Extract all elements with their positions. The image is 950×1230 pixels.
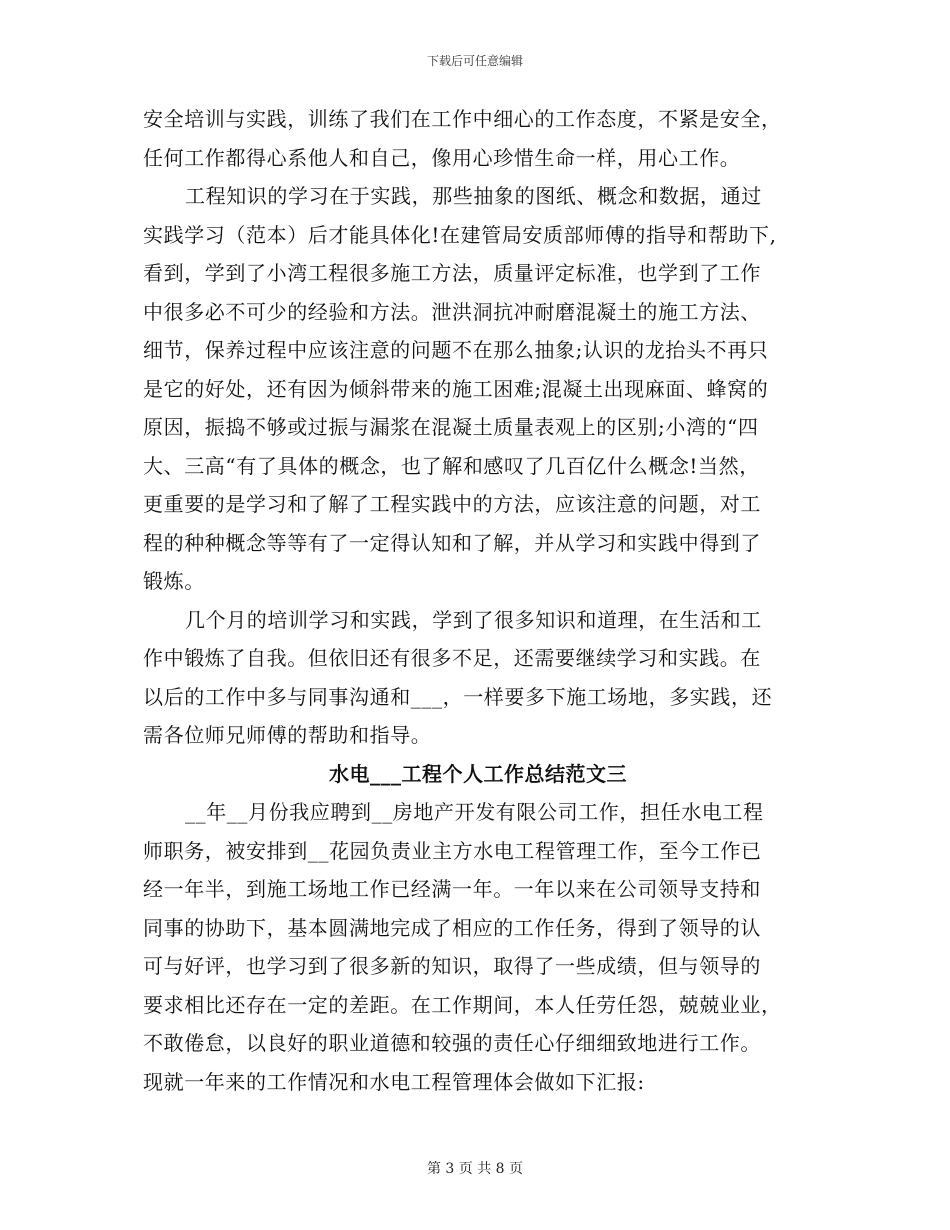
text-line: 经一年半，到施工场地工作已经满一年。一年以来在公司领导支持和 [143,877,761,901]
page-header: 下载后可任意编辑 [426,54,523,68]
page-footer: 第 3 页 共 8 页 [426,1161,524,1177]
text-line: 工程知识的学习在于实践，那些抽象的图纸、概念和数据，通过 [185,184,762,208]
text-line: 是它的好处，还有因为倾斜带来的施工困难;混凝土出现麻面、蜂窝的 [143,376,769,401]
text-line: 可与好评，也学习到了很多新的知识，取得了一些成绩，但与领导的 [143,954,761,978]
text-line: 看到，学到了小湾工程很多施工方法，质量评定标准，也学到了工作 [143,261,761,285]
text-line: 安全培训与实践，训练了我们在工作中细心的工作态度，不紧是安全， [143,107,782,131]
text-line: 更重要的是学习和了解了工程实践中的方法，应该注意的问题，对工 [143,492,761,516]
text-line: 锻炼。 [143,569,205,593]
text-line: 任何工作都得心系他人和自己，像用心珍惜生命一样，用心工作。 [143,145,741,170]
text-line: 同事的协助下，基本圆满地完成了相应的工作任务，得到了领导的认 [143,915,761,940]
text-line: 大、三高“有了具体的概念，也了解和感叹了几百亿什么概念!当然， [143,453,760,478]
text-line: 作中锻炼了自我。但依旧还有很多不足，还需要继续学习和实践。在 [143,646,761,670]
text-line: 细节，保养过程中应该注意的问题不在那么抽象;认识的龙抬头不再只 [143,338,769,362]
text-line: __年__月份我应聘到__房地产开发有限公司工作，担任水电工程 [185,800,764,824]
text-line: 以后的工作中多与同事沟通和___，一样要多下施工场地，多实践，还 [143,684,773,709]
text-line: 不敢倦怠，以良好的职业道德和较强的责任心仔细细致地进行工作。 [143,1031,761,1055]
document-body [143,100,813,1101]
section-heading: 水电___工程个人工作总结范文三 [329,761,627,786]
text-line: 原因，振捣不够或过振与漏浆在混凝土质量表观上的区别;小湾的“四 [143,415,759,439]
text-line: 要求相比还存在一定的差距。在工作期间，本人任劳任怨，兢兢业业， [143,992,782,1017]
text-line: 需各位师兄师傅的帮助和指导。 [143,723,432,747]
text-line: 实践学习（范本）后才能具体化!在建管局安质部师傅的指导和帮助下, [143,222,777,247]
text-line: 师职务，被安排到__花园负责业主方水电工程管理工作，至今工作已 [143,838,762,863]
text-line: 现就一年来的工作情况和水电工程管理体会做如下汇报: [143,1069,645,1094]
text-line: 程的种种概念等等有了一定得认知和了解，并从学习和实践中得到了 [143,530,761,555]
text-line: 几个月的培训学习和实践，学到了很多知识和道理，在生活和工 [185,607,762,632]
text-line: 中很多必不可少的经验和方法。泄洪洞抗冲耐磨混凝土的施工方法、 [143,299,761,324]
